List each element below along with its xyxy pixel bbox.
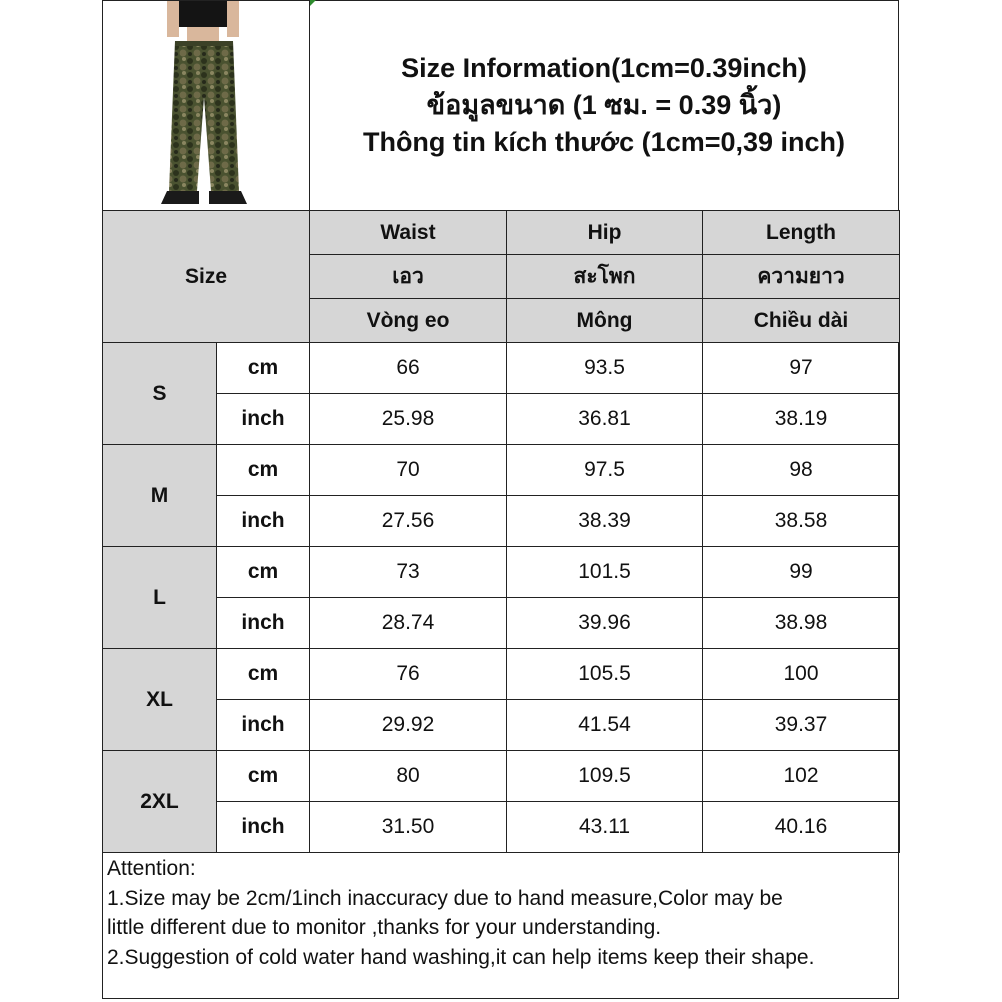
- header-waist-th: เอว: [310, 255, 507, 299]
- table-row: [103, 598, 900, 649]
- header-hip-vi: Mông: [507, 299, 703, 343]
- waist-cell: 29.92: [310, 700, 507, 751]
- waist-cell: 80: [310, 751, 507, 802]
- unit-inch: inch: [217, 496, 310, 547]
- header-length-th: ความยาว: [703, 255, 900, 299]
- hip-cell: 41.54: [507, 700, 703, 751]
- length-cell: 38.19: [703, 394, 900, 445]
- size-label: 2XL: [103, 751, 217, 853]
- table-row: [103, 496, 900, 547]
- attention-line: 2.Suggestion of cold water hand washing,it can help items keep their shape.: [107, 945, 815, 969]
- hip-cell: 101.5: [507, 547, 703, 598]
- unit-cm: cm: [217, 547, 310, 598]
- table-row: [103, 649, 900, 700]
- table-row: [103, 394, 900, 445]
- title-vietnamese: Thông tin kích thước (1cm=0,39 inch): [362, 127, 846, 157]
- hip-cell: 39.96: [507, 598, 703, 649]
- waist-cell: 76: [310, 649, 507, 700]
- header-length-vi: Chiều dài: [703, 299, 900, 343]
- waist-cell: 25.98: [310, 394, 507, 445]
- hip-cell: 43.11: [507, 802, 703, 853]
- hip-cell: 36.81: [507, 394, 703, 445]
- table-row: [103, 802, 900, 853]
- title-english: Size Information(1cm=0.39inch): [401, 53, 807, 83]
- unit-cm: cm: [217, 751, 310, 802]
- header-waist-vi: Vòng eo: [310, 299, 507, 343]
- unit-cm: cm: [217, 445, 310, 496]
- length-cell: 98: [703, 445, 900, 496]
- unit-inch: inch: [217, 394, 310, 445]
- length-cell: 99: [703, 547, 900, 598]
- length-cell: 100: [703, 649, 900, 700]
- attention-heading: Attention:: [107, 857, 196, 880]
- hip-cell: 105.5: [507, 649, 703, 700]
- product-photo: [103, 1, 310, 210]
- header-hip-th: สะโพก: [507, 255, 703, 299]
- length-cell: 39.37: [703, 700, 900, 751]
- length-cell: 102: [703, 751, 900, 802]
- title-block: [310, 1, 898, 210]
- title-thai: ข้อมูลขนาด (1 ซม. = 0.39 นิ้ว): [426, 90, 782, 120]
- waist-cell: 27.56: [310, 496, 507, 547]
- waist-cell: 66: [310, 343, 507, 394]
- attention-line: little different due to monitor ,thanks for your understanding.: [107, 916, 662, 939]
- unit-inch: inch: [217, 802, 310, 853]
- attention-line: 1.Size may be 2cm/1inch inaccuracy due to hand measure,Color may be: [107, 886, 783, 910]
- length-cell: 97: [703, 343, 900, 394]
- size-label: S: [103, 343, 217, 445]
- size-table: [102, 210, 900, 853]
- hip-cell: 109.5: [507, 751, 703, 802]
- waist-cell: 73: [310, 547, 507, 598]
- table-row: [103, 751, 900, 802]
- header-hip-en: Hip: [507, 211, 703, 255]
- waist-cell: 70: [310, 445, 507, 496]
- hip-cell: 93.5: [507, 343, 703, 394]
- table-row: [103, 343, 900, 394]
- header-row-english: [103, 211, 900, 255]
- attention-notes: [103, 852, 898, 998]
- size-column-header: Size: [103, 211, 310, 343]
- unit-cm: cm: [217, 343, 310, 394]
- unit-inch: inch: [217, 598, 310, 649]
- model-figure: [103, 1, 309, 210]
- table-row: [103, 445, 900, 496]
- table-row: [103, 547, 900, 598]
- waist-cell: 28.74: [310, 598, 507, 649]
- header-waist-en: Waist: [310, 211, 507, 255]
- size-label: L: [103, 547, 217, 649]
- unit-inch: inch: [217, 700, 310, 751]
- size-label: XL: [103, 649, 217, 751]
- waist-cell: 31.50: [310, 802, 507, 853]
- table-row: [103, 700, 900, 751]
- length-cell: 38.58: [703, 496, 900, 547]
- header-length-en: Length: [703, 211, 900, 255]
- hip-cell: 97.5: [507, 445, 703, 496]
- length-cell: 40.16: [703, 802, 900, 853]
- length-cell: 38.98: [703, 598, 900, 649]
- unit-cm: cm: [217, 649, 310, 700]
- hip-cell: 38.39: [507, 496, 703, 547]
- size-label: M: [103, 445, 217, 547]
